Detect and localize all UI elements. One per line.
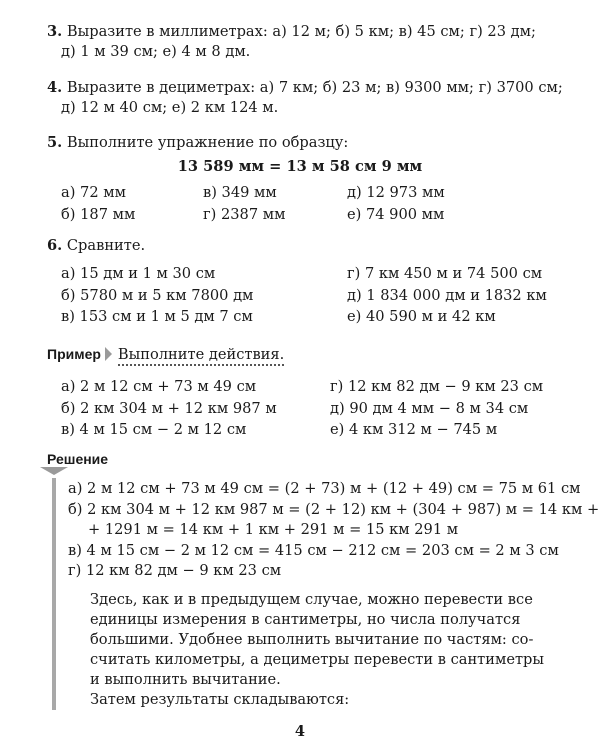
paragraph-line: считать километры, а дециметры перевести в сантиметры	[90, 651, 544, 668]
example-header	[47, 345, 284, 364]
solution-paragraph	[90, 590, 560, 710]
exercise-6-col-right	[347, 263, 547, 328]
example-item: е) 4 км 312 м − 745 м	[330, 421, 498, 438]
exercise-5-sample: 13 589 мм = 13 м 58 см 9 мм	[177, 158, 423, 175]
solution-line: б) 2 км 304 м + 12 км 987 м = (2 + 12) км + (304 + 987) м = 14 км +	[68, 501, 600, 518]
paragraph-line: Затем результаты складываются:	[90, 691, 350, 708]
exercise-5-number: 5.	[47, 134, 63, 151]
exercise-6-item: д) 1 834 000 дм и 1832 км	[347, 286, 547, 304]
exercise-5-col-1	[61, 182, 135, 225]
solution-side-bar	[52, 478, 56, 710]
exercise-6-item: а) 15 дм и 1 м 30 см	[61, 265, 216, 282]
example-item: д) 90 дм 4 мм − 8 м 34 см	[330, 399, 529, 417]
example-item: в) 4 м 15 см − 2 м 12 см	[61, 421, 247, 438]
exercise-5-col-3	[347, 182, 445, 225]
example-label: Пример	[47, 346, 101, 362]
exercise-5-item: а) 72 мм	[61, 184, 126, 201]
example-item: б) 2 км 304 м + 12 км 987 м	[61, 399, 277, 417]
exercise-6-title	[47, 236, 145, 255]
example-task: Выполните действия.	[118, 346, 284, 366]
exercise-4-line-1	[47, 78, 563, 97]
exercise-6-item: б) 5780 м и 5 км 7800 дм	[61, 286, 254, 304]
exercise-6-item: г) 7 км 450 м и 74 500 см	[347, 265, 543, 282]
exercise-6-item: е) 40 590 м и 42 км	[347, 308, 496, 325]
arrow-marker-icon	[105, 347, 112, 361]
exercise-5-col-2	[203, 182, 285, 225]
solution-marker-icon	[40, 467, 68, 475]
paragraph-line: Здесь, как и в предыдущем случае, можно перевести все	[90, 591, 533, 608]
exercise-3-line-2: д) 1 м 39 см; е) 4 м 8 дм.	[61, 43, 251, 60]
exercise-5-item: г) 2387 мм	[203, 205, 286, 223]
exercise-6-col-left	[61, 263, 253, 328]
exercise-5-item: в) 349 мм	[203, 184, 277, 201]
exercise-3-number: 3.	[47, 23, 63, 40]
paragraph-line: большими. Удобнее выполнить вычитание по частям: со-	[90, 631, 534, 648]
paragraph-line: единицы измерения в сантиметры, но числа получатся	[90, 611, 521, 628]
exercise-3-text-1: Выразите в миллиметрах: а) 12 м; б) 5 км; в) 45 см; г) 23 дм;	[66, 23, 536, 40]
solution-label: Решение	[47, 451, 109, 467]
exercise-4-text-1: Выразите в дециметрах: а) 7 км; б) 23 м; в) 9300 мм; г) 3700 см;	[66, 79, 563, 96]
exercise-5-item: д) 12 973 мм	[347, 184, 445, 201]
page-number: 4	[294, 723, 306, 740]
exercise-5-title	[47, 133, 348, 152]
exercise-3-line-1	[47, 22, 536, 41]
paragraph-line: и выполнить вычитание.	[90, 671, 281, 688]
exercise-6-item: в) 153 см и 1 м 5 дм 7 см	[61, 308, 253, 325]
exercise-5-item: б) 187 мм	[61, 205, 136, 223]
exercise-4-line-2: д) 12 м 40 см; е) 2 км 124 м.	[61, 99, 279, 116]
solution-line: г) 12 км 82 дм − 9 км 23 см	[68, 562, 282, 579]
exercise-6-text: Сравните.	[66, 237, 146, 254]
solution-line: в) 4 м 15 см − 2 м 12 см = 415 см − 212 см = 203 см = 2 м 3 см	[68, 542, 559, 559]
example-item: а) 2 м 12 см + 73 м 49 см	[61, 378, 257, 395]
example-col-right	[330, 376, 543, 441]
solution-line: + 1291 м = 14 км + 1 км + 291 м = 15 км 291 м	[88, 521, 459, 538]
exercise-6-number: 6.	[47, 237, 63, 254]
solution-line: а) 2 м 12 см + 73 м 49 см = (2 + 73) м + (12 + 49) см = 75 м 61 см	[68, 480, 581, 497]
exercise-4-number: 4.	[47, 79, 63, 96]
exercise-5-item: е) 74 900 мм	[347, 205, 445, 223]
example-item: г) 12 км 82 дм − 9 км 23 см	[330, 378, 544, 395]
exercise-5-text: Выполните упражнение по образцу:	[66, 134, 349, 151]
example-col-left	[61, 376, 277, 441]
